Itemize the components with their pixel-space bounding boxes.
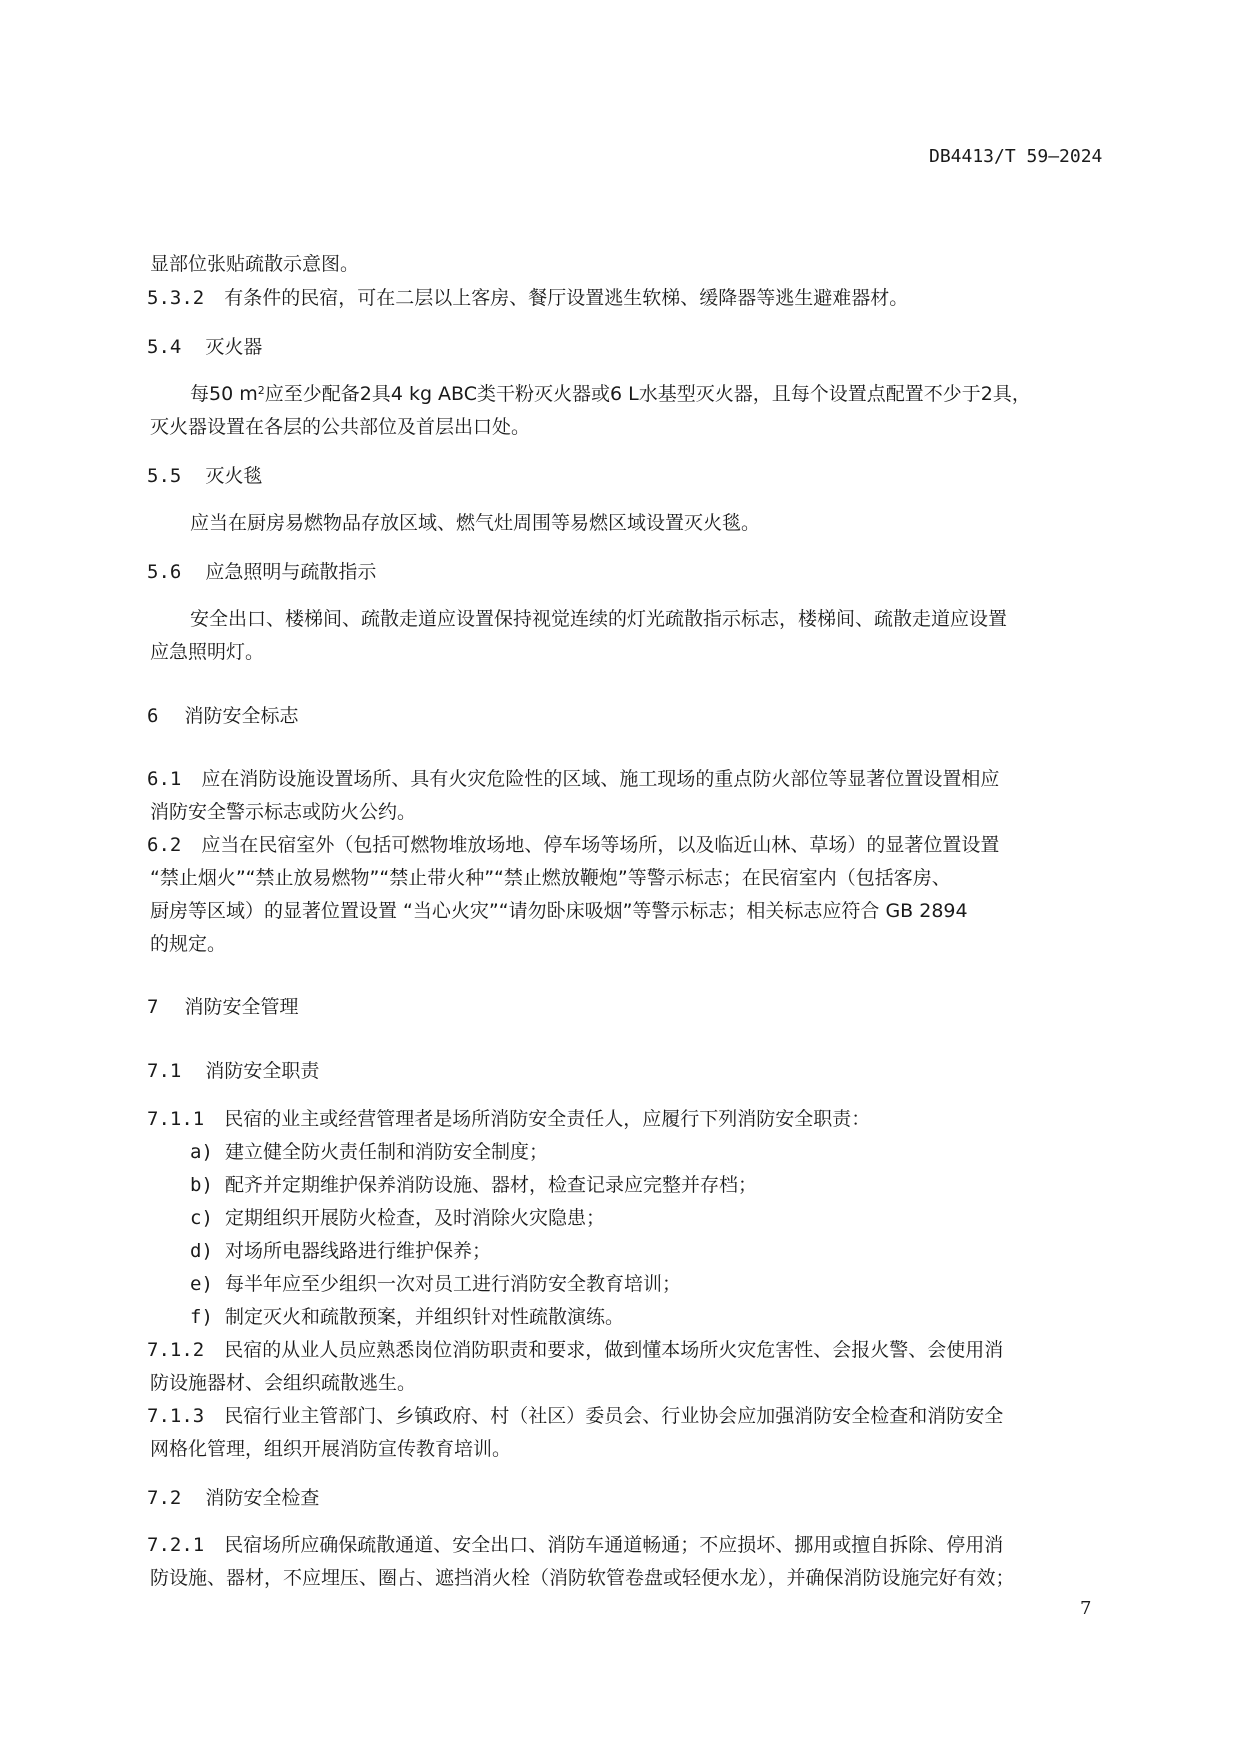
page-number: 7: [1080, 1598, 1092, 1619]
clause-6-2-line2: “禁止烟火”“禁止放易燃物”“禁止带火种”“禁止燃放鞭炮”等警示标志；在民宿室内（包括客房、: [150, 867, 951, 889]
clause-7-1-3-line2: 网格化管理，组织开展消防宣传教育培训。: [150, 1438, 512, 1460]
section-title: 灭火器: [205, 336, 263, 358]
list-marker: f): [190, 1306, 213, 1328]
clause-text: 民宿的业主或经营管理者是场所消防安全责任人，应履行下列消防安全职责：: [224, 1108, 871, 1130]
text-run: 每50 m: [190, 383, 258, 405]
list-item-text: 建立健全防火责任制和消防安全制度；: [224, 1141, 548, 1163]
clause-7-1-3: [147, 1400, 1003, 1433]
section-7-1-heading: [147, 1055, 319, 1088]
clause-7-1-2-line2: 防设施器材、会组织疏散逃生。: [150, 1372, 417, 1394]
section-title: 消防安全职责: [205, 1060, 320, 1082]
section-title: 应急照明与疏散指示: [205, 561, 377, 583]
clause-number: 7.1.3: [147, 1405, 205, 1427]
chapter-7-heading: [147, 991, 299, 1024]
section-number: 5.4: [147, 336, 182, 358]
clause-6-2: [147, 829, 999, 862]
clause-number: 5.3.2: [147, 287, 205, 309]
clause-7-2-1: [147, 1529, 1003, 1562]
chapter-title: 消防安全标志: [184, 705, 299, 727]
list-item: [190, 1169, 757, 1202]
clause-text: 应当在民宿室外（包括可燃物堆放场地、停车场等场所，以及临近山林、草场）的显著位置设置: [201, 834, 1000, 856]
section-5-6-paragraph: 安全出口、楼梯间、疏散走道应设置保持视觉连续的灯光疏散指示标志，楼梯间、疏散走道应设置: [190, 608, 1008, 630]
clause-text: 应在消防设施设置场所、具有火灾危险性的区域、施工现场的重点防火部位等显著位置设置相应: [201, 768, 1000, 790]
list-item-text: 对场所电器线路进行维护保养；: [224, 1240, 491, 1262]
section-number: 7.2: [147, 1487, 182, 1509]
list-item: [190, 1136, 548, 1169]
chapter-6-heading: [147, 700, 299, 733]
list-marker: c): [190, 1207, 213, 1229]
section-5-4-paragraph-line2: 灭火器设置在各层的公共部位及首层出口处。: [150, 416, 531, 438]
list-item-text: 制定灭火和疏散预案，并组织针对性疏散演练。: [224, 1306, 624, 1328]
superscript: 2: [257, 384, 265, 397]
clause-6-2-line3: 厨房等区域）的显著位置设置 “当心火灾”“请勿卧床吸烟”等警示标志；相关标志应符合 GB 2894: [150, 900, 968, 922]
clause-number: 7.1.2: [147, 1339, 205, 1361]
section-5-5-heading: [147, 460, 262, 493]
section-number: 7.1: [147, 1060, 182, 1082]
list-item-text: 定期组织开展防火检查，及时消除火灾隐患；: [224, 1207, 605, 1229]
clause-5-3-2: [147, 282, 908, 315]
section-5-4-heading: [147, 331, 262, 364]
list-marker: d): [190, 1240, 213, 1262]
chapter-title: 消防安全管理: [184, 996, 299, 1018]
clause-text: 民宿行业主管部门、乡镇政府、村（社区）委员会、行业协会应加强消防安全检查和消防安全: [224, 1405, 1004, 1427]
paragraph-continuation: 显部位张贴疏散示意图。: [150, 253, 360, 275]
list-item: [190, 1268, 681, 1301]
clause-6-1: [147, 763, 999, 796]
clause-number: 6.2: [147, 834, 182, 856]
list-item: [190, 1202, 605, 1235]
section-title: 灭火毯: [205, 465, 263, 487]
list-marker: e): [190, 1273, 213, 1295]
clause-text: 民宿场所应确保疏散通道、安全出口、消防车通道畅通；不应损坏、挪用或擅自拆除、停用消: [224, 1534, 1004, 1556]
clause-6-1-line2: 消防安全警示标志或防火公约。: [150, 801, 417, 823]
chapter-number: 6: [147, 705, 159, 727]
clause-number: 7.2.1: [147, 1534, 205, 1556]
clause-7-2-1-line2: 防设施、器材，不应埋压、圈占、遮挡消火栓（消防软管卷盘或轻便水龙），并确保消防设施完好有效；: [150, 1567, 1015, 1589]
section-5-6-paragraph-line2: 应急照明灯。: [150, 641, 265, 663]
section-5-5-paragraph: 应当在厨房易燃物品存放区域、燃气灶周围等易燃区域设置灭火毯。: [190, 512, 761, 534]
list-marker: a): [190, 1141, 213, 1163]
section-title: 消防安全检查: [205, 1487, 320, 1509]
section-5-4-paragraph: [190, 378, 1031, 411]
clause-text: 有条件的民宿，可在二层以上客房、餐厅设置逃生软梯、缓降器等逃生避难器材。: [224, 287, 909, 309]
clause-7-1-2: [147, 1334, 1003, 1367]
list-item: [190, 1301, 624, 1334]
clause-number: 7.1.1: [147, 1108, 205, 1130]
clause-text: 民宿的从业人员应熟悉岗位消防职责和要求，做到懂本场所火灾危害性、会报火警、会使用消: [224, 1339, 1004, 1361]
section-5-6-heading: [147, 556, 376, 589]
clause-7-1-1: [147, 1103, 870, 1136]
section-number: 5.5: [147, 465, 182, 487]
section-number: 5.6: [147, 561, 182, 583]
text-run: 应至少配备2具4 kg ABC类干粉灭火器或6 L水基型灭火器，且每个设置点配置不少于2具，: [264, 383, 1031, 405]
list-marker: b): [190, 1174, 213, 1196]
clause-number: 6.1: [147, 768, 182, 790]
list-item-text: 配齐并定期维护保养消防设施、器材，检查记录应完整并存档；: [224, 1174, 757, 1196]
list-item: [190, 1235, 491, 1268]
section-7-2-heading: [147, 1482, 319, 1515]
chapter-number: 7: [147, 996, 159, 1018]
clause-6-2-line4: 的规定。: [150, 933, 227, 955]
list-item-text: 每半年应至少组织一次对员工进行消防安全教育培训；: [224, 1273, 681, 1295]
document-code: DB4413/T 59—2024: [929, 146, 1103, 167]
